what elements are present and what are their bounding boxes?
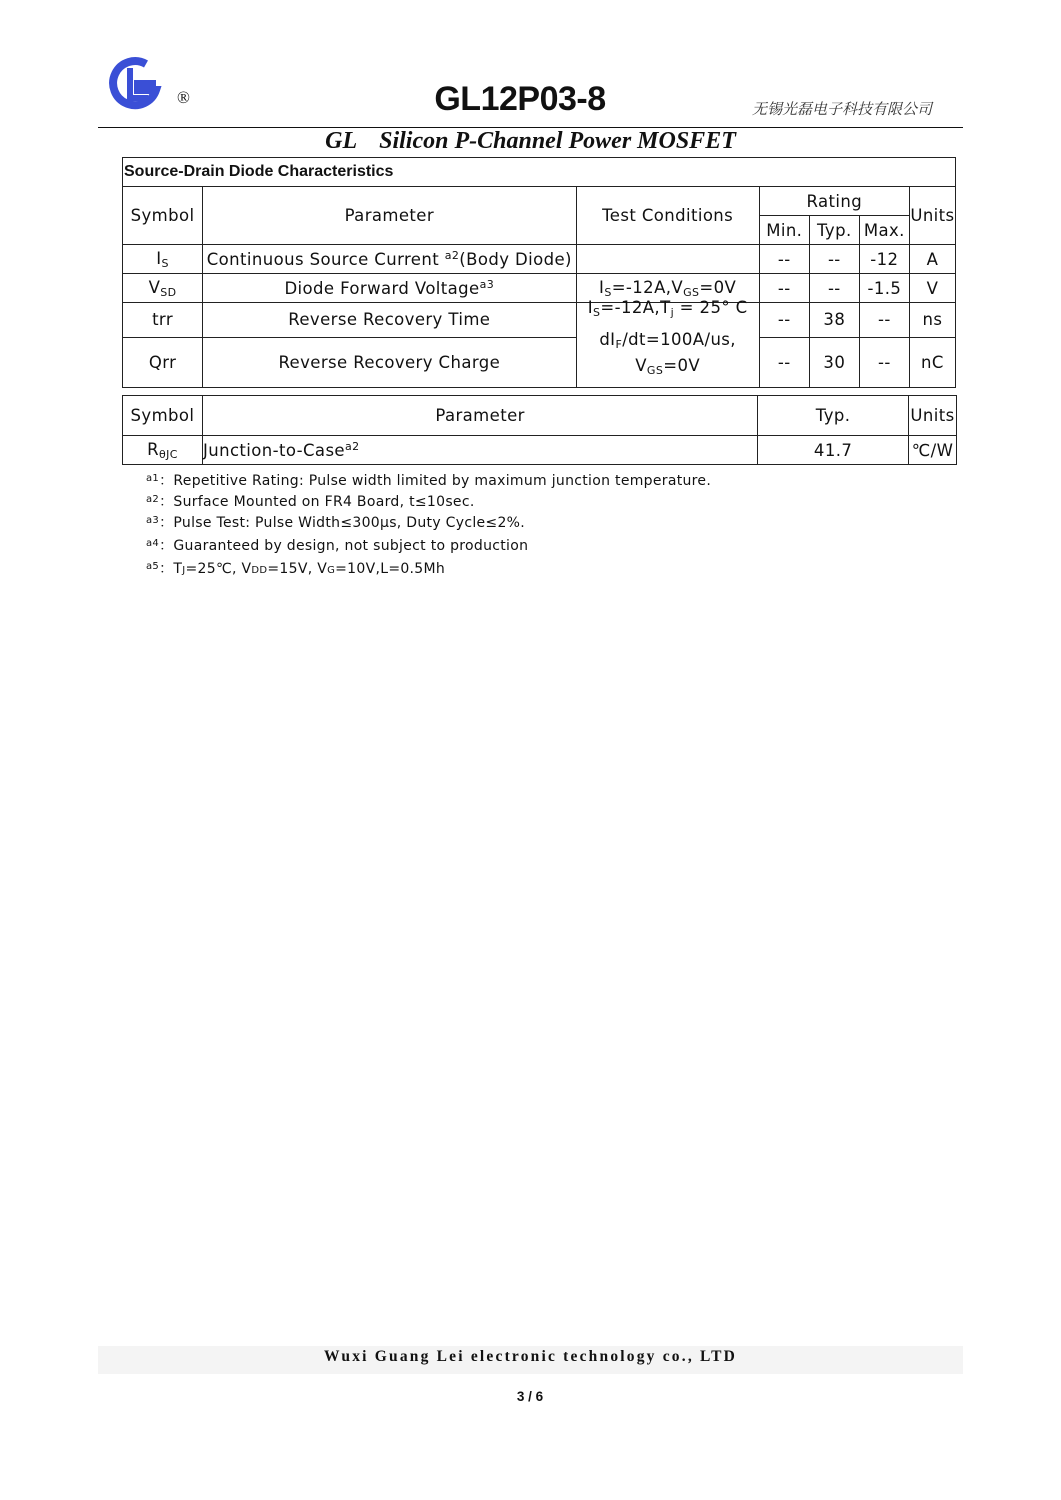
symbol-cell: $I_S$ [123,245,203,274]
parameter-cell: Junction-to-Case$^{a2}$ [202,436,757,465]
footnote: $^{a5}$：TJ=25℃, VDD=15V, VG=10V,L=0.5Mh [146,561,446,577]
table-row [123,436,957,465]
registered-mark: ® [177,88,190,107]
max-cell: -1.5 [859,274,909,303]
symbol-cell: Qrr [123,337,203,387]
header-units: Units [909,187,955,245]
max-cell: -- [859,337,909,387]
table-row [123,274,956,303]
header-test-conditions: Test Conditions [576,187,759,245]
header-typ: Typ. [758,396,909,436]
header-parameter: Parameter [202,396,757,436]
units-cell: A [909,245,955,274]
units-cell: ns [909,303,955,338]
table-row [123,245,956,274]
footnote: $^{a1}$：Repetitive Rating: Pulse width limited by maximum junction temperature. [146,473,712,489]
typ-cell: 38 [809,303,859,338]
header-units: Units [908,396,956,436]
symbol-cell: trr [123,303,203,338]
min-cell: -- [759,274,809,303]
company-logo [108,56,168,112]
footnote: $^{a2}$：Surface Mounted on FR4 Board, t≤10sec. [146,494,475,510]
typ-cell: 30 [809,337,859,387]
page-number: 3 / 6 [516,1389,544,1404]
footnote: $^{a3}$：Pulse Test: Pulse Width≤300μs, Duty Cycle≤2%. [146,515,526,531]
header-min: Min. [759,216,809,245]
typ-cell: -- [809,274,859,303]
typ-cell: 41.7 [758,436,909,465]
test-conditions-cell: $I_S=-12A,V_{GS}=0V$ [576,274,759,303]
parameter-cell: Diode Forward Voltage$^{a3}$ [203,274,576,303]
min-cell: -- [759,303,809,338]
header-parameter: Parameter [203,187,576,245]
parameter-cell: Reverse Recovery Charge [203,337,576,387]
parameter-cell: Reverse Recovery Time [203,303,576,338]
test-conditions-cell: $I_S=-12A,T_j = 25^\circ$ C $dI_F/dt=100A/us$, $V_{GS}=0V$ [576,303,759,388]
subtitle-brand: GL [325,128,358,154]
parameter-cell: Continuous Source Current $^{a2}$(Body Diode) [203,245,576,274]
part-number: GL12P03-8 [434,80,606,118]
footnote: $^{a4}$：Guaranteed by design, not subject to production [146,538,529,554]
footer-company: Wuxi Guang Lei electronic technology co., LTD [323,1348,738,1365]
header-typ: Typ. [809,216,859,245]
min-cell: -- [759,337,809,387]
min-cell: -- [759,245,809,274]
header-symbol: Symbol [123,187,203,245]
header-symbol: Symbol [123,396,203,436]
typ-cell: -- [809,245,859,274]
table-row [123,303,956,338]
max-cell: -- [859,303,909,338]
header-max: Max. [859,216,909,245]
symbol-cell: $R_{\theta JC}$ [123,436,203,465]
subtitle-text: Silicon P-Channel Power MOSFET [379,128,736,154]
units-cell: nC [909,337,955,387]
thermal-resistance-table [122,395,957,465]
table-row [123,337,956,387]
footnotes [146,468,711,577]
max-cell: -12 [859,245,909,274]
symbol-cell: $V_{SD}$ [123,274,203,303]
gl-logo-icon [108,56,168,112]
units-cell: ℃/W [908,436,956,465]
company-name-cn: 无锡光磊电子科技有限公司 [751,100,932,118]
source-drain-diode-table [122,157,956,388]
test-conditions-cell [576,245,759,274]
header-rating: Rating [759,187,909,216]
units-cell: V [909,274,955,303]
document-subtitle [98,128,963,155]
section-title: Source-Drain Diode Characteristics [123,158,956,187]
